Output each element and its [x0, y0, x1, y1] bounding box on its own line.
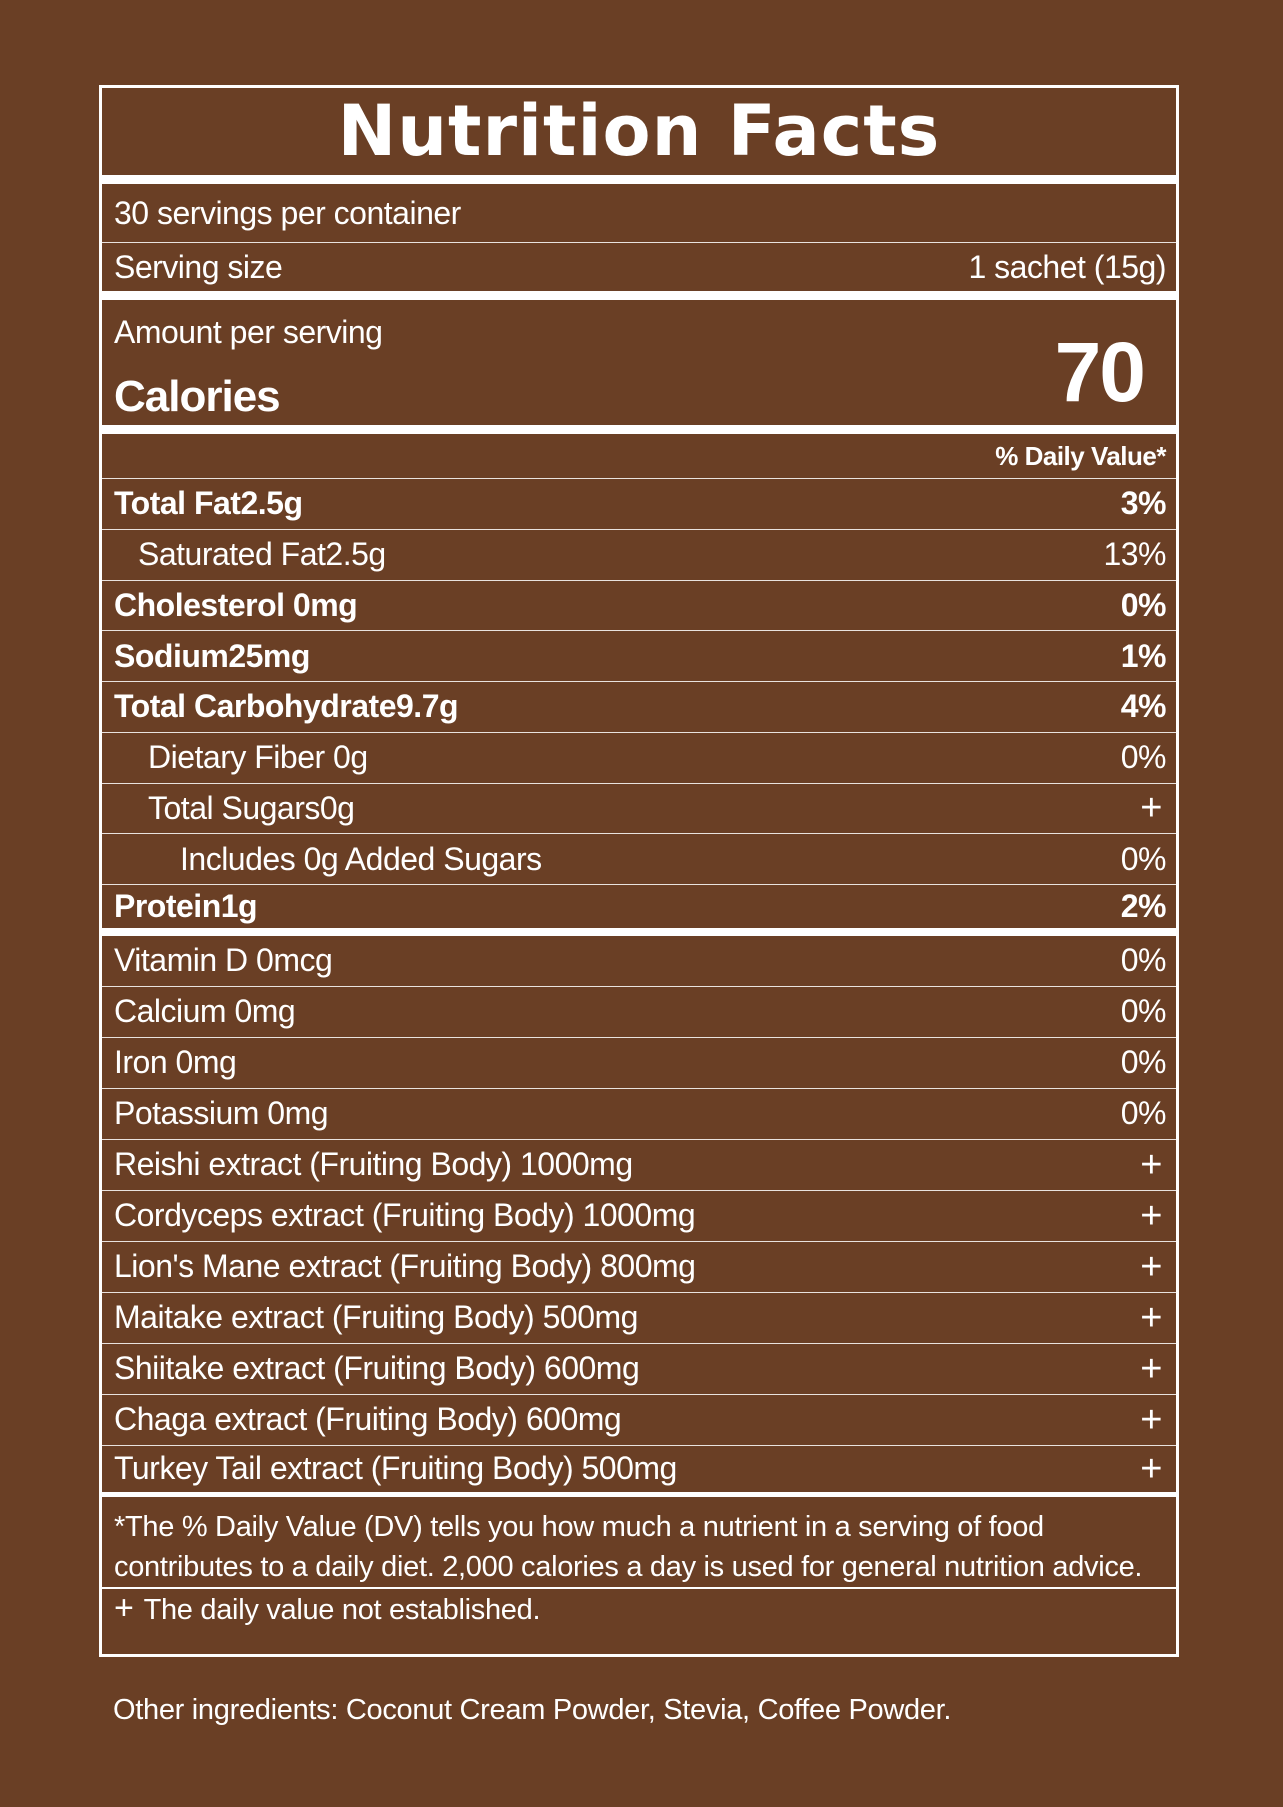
plus-icon: + [1140, 1398, 1162, 1441]
daily-value-header-row [102, 434, 1176, 479]
servings-row [102, 184, 1176, 243]
extract-row-turkey-tail [102, 1446, 1176, 1497]
extract-row-shiitake [102, 1344, 1176, 1395]
vitamin-name: Potassium 0mg [114, 1095, 329, 1132]
other-ingredients: Other ingredients: Coconut Cream Powder, Stevia, Coffee Powder. [113, 1694, 952, 1726]
extract-name: Maitake extract (Fruiting Body) 500mg [114, 1299, 638, 1336]
extract-row-reishi [102, 1140, 1176, 1191]
nutrient-name: Total Sugars0g [148, 789, 355, 826]
serving-size-row [102, 243, 1176, 300]
not-established-note [102, 1589, 1176, 1631]
nutrition-facts-label [99, 85, 1179, 1657]
plus-icon: + [1140, 1245, 1162, 1288]
nutrient-row-added-sugars [102, 834, 1176, 885]
vitamin-dv: 0% [1120, 993, 1166, 1030]
nutrient-name: Saturated Fat2.5g [138, 536, 386, 573]
daily-value-footnote: *The % Daily Value (DV) tells you how much a nutrient in a serving of food contributes to a daily diet. 2,000 calories a day is used for general nutrition advice. [102, 1497, 1176, 1589]
extract-row-lions-mane [102, 1242, 1176, 1293]
vitamin-row-potassium [102, 1089, 1176, 1140]
not-established-text: The daily value not established. [143, 1593, 541, 1626]
plus-icon: + [114, 1588, 134, 1627]
serving-size-value: 1 sachet (15g) [968, 248, 1166, 285]
vitamin-row-calcium [102, 987, 1176, 1038]
extract-name: Cordyceps extract (Fruiting Body) 1000mg [114, 1197, 696, 1234]
nutrient-name: Total Carbohydrate9.7g [114, 688, 459, 725]
vitamin-row-iron [102, 1038, 1176, 1089]
daily-value-header: % Daily Value* [995, 440, 1166, 471]
extract-name: Lion's Mane extract (Fruiting Body) 800mg [114, 1248, 696, 1285]
vitamin-name: Calcium 0mg [114, 993, 296, 1030]
plus-icon: + [1140, 787, 1162, 830]
vitamin-dv: 0% [1120, 1095, 1166, 1132]
nutrient-row-protein [102, 885, 1176, 936]
vitamin-row-vitamin-d [102, 936, 1176, 987]
nutrient-name: Cholesterol 0mg [114, 586, 358, 623]
extract-row-maitake [102, 1293, 1176, 1344]
plus-icon: + [1140, 1296, 1162, 1339]
nutrient-name: Sodium25mg [114, 637, 310, 674]
plus-icon: + [1140, 1447, 1162, 1490]
nutrient-dv: 2% [1120, 887, 1166, 924]
nutrient-dv: 3% [1120, 485, 1166, 522]
nutrient-row-saturated-fat [102, 530, 1176, 581]
vitamin-name: Iron 0mg [114, 1044, 237, 1081]
nutrient-dv: 0% [1120, 739, 1166, 776]
plus-icon: + [1140, 1194, 1162, 1237]
amount-per-serving: Amount per serving [114, 314, 383, 350]
serving-size-label: Serving size [114, 248, 283, 285]
extract-name: Turkey Tail extract (Fruiting Body) 500mg [114, 1450, 677, 1487]
extract-row-cordyceps [102, 1191, 1176, 1242]
nutrient-dv: 13% [1103, 536, 1166, 573]
nutrient-name: Protein1g [114, 887, 258, 924]
nutrient-dv: 1% [1120, 637, 1166, 674]
nutrient-name: Total Fat2.5g [114, 485, 303, 522]
extract-row-chaga [102, 1395, 1176, 1446]
extract-name: Reishi extract (Fruiting Body) 1000mg [114, 1146, 633, 1183]
vitamin-dv: 0% [1120, 942, 1166, 979]
calories-block [102, 300, 1176, 434]
extract-name: Chaga extract (Fruiting Body) 600mg [114, 1401, 622, 1438]
nutrient-dv: 0% [1120, 586, 1166, 623]
nutrient-row-dietary-fiber [102, 733, 1176, 784]
calories-label: Calories [114, 372, 280, 421]
nutrient-row-cholesterol [102, 581, 1176, 632]
nutrition-title: Nutrition Facts [102, 88, 1176, 184]
nutrient-name: Dietary Fiber 0g [148, 739, 368, 776]
plus-icon: + [1140, 1347, 1162, 1390]
nutrient-row-total-carbohydrate [102, 682, 1176, 733]
nutrient-row-sodium [102, 631, 1176, 682]
nutrient-row-total-sugars [102, 784, 1176, 835]
nutrient-name: Includes 0g Added Sugars [180, 840, 542, 877]
vitamin-dv: 0% [1120, 1044, 1166, 1081]
calories-value: 70 [1054, 325, 1144, 419]
nutrient-dv: 4% [1120, 688, 1166, 725]
nutrient-dv: 0% [1120, 840, 1166, 877]
plus-icon: + [1140, 1143, 1162, 1186]
extract-name: Shiitake extract (Fruiting Body) 600mg [114, 1350, 640, 1387]
servings-per-container: 30 servings per container [114, 194, 461, 231]
nutrient-row-total-fat [102, 479, 1176, 530]
vitamin-name: Vitamin D 0mcg [114, 942, 333, 979]
